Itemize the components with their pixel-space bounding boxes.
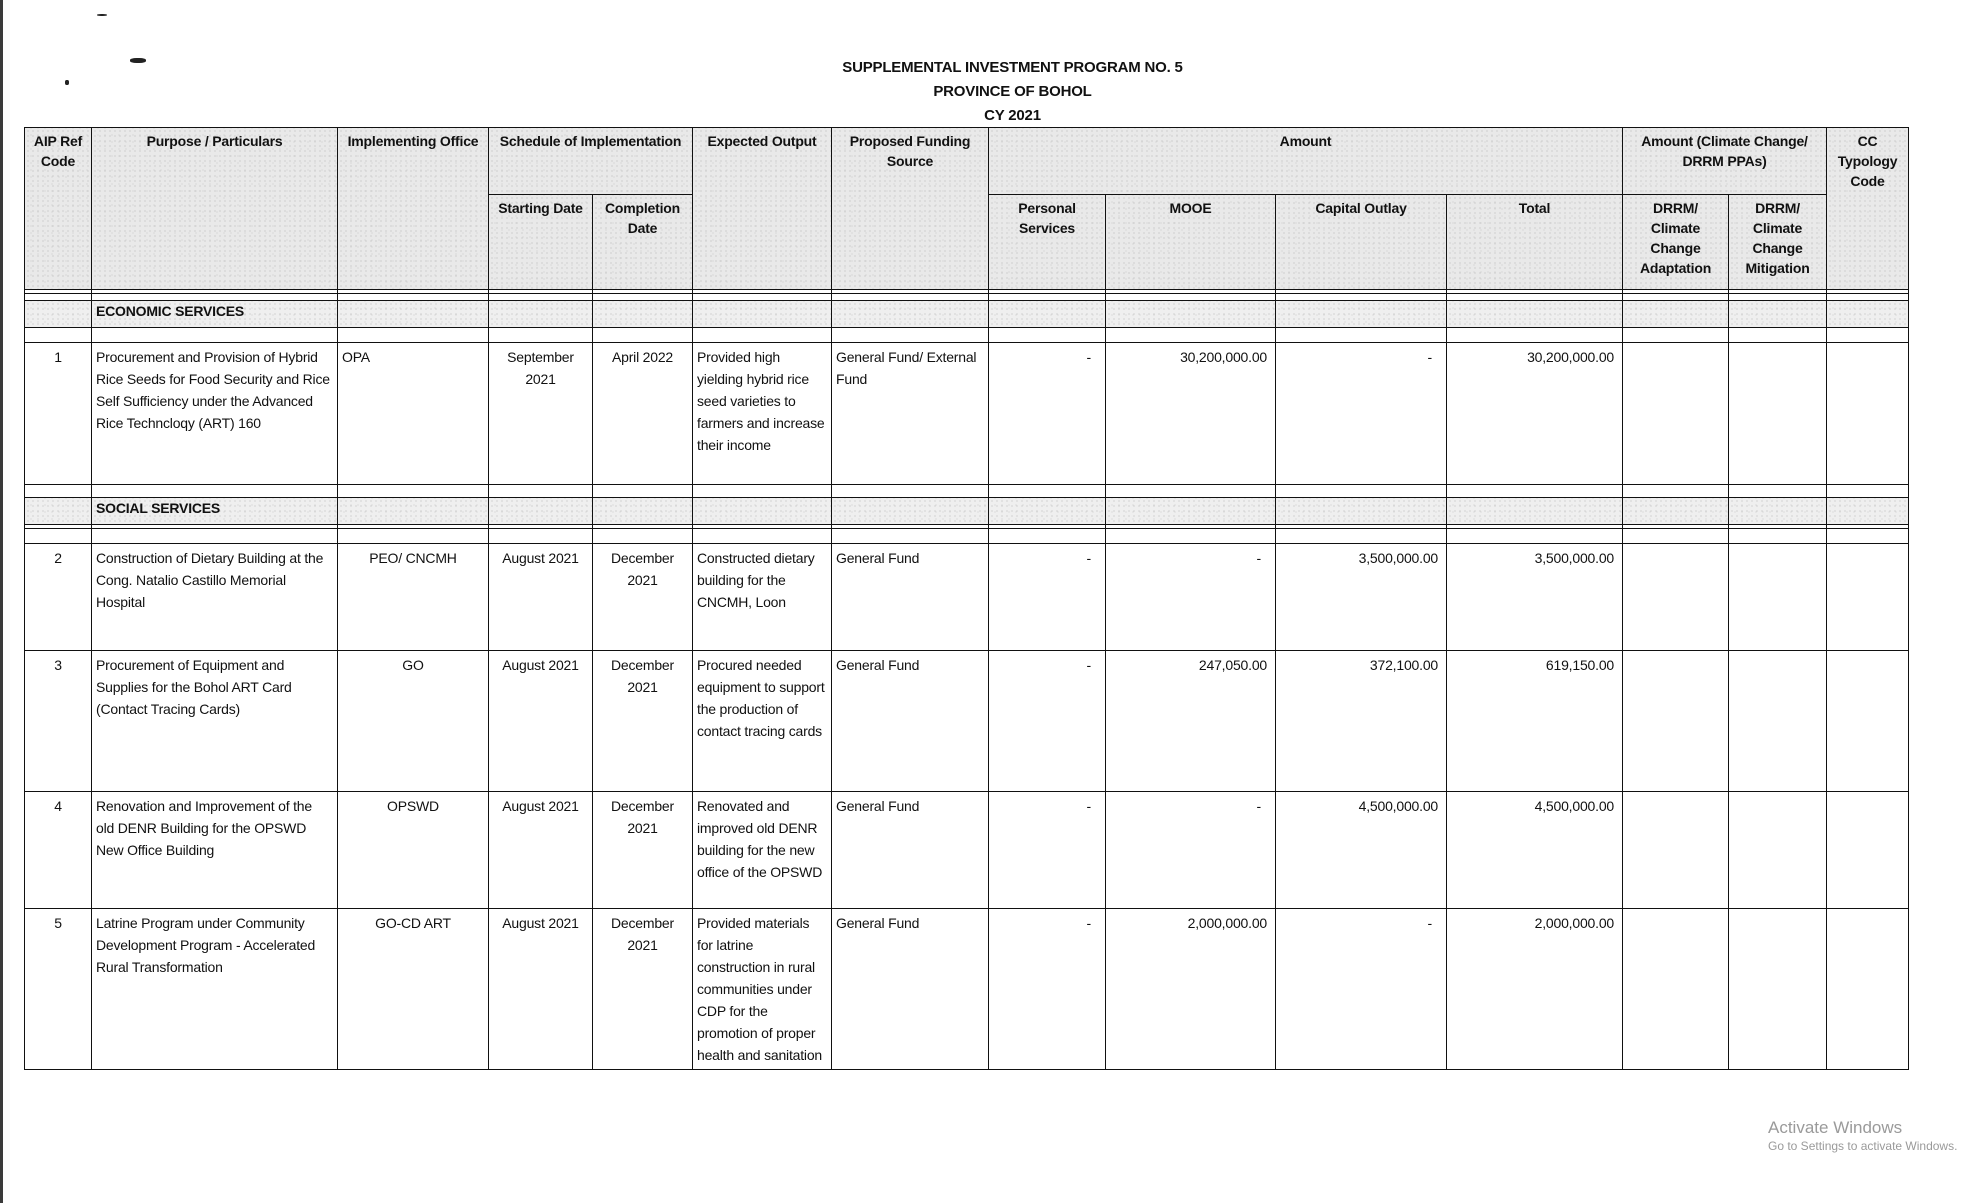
header-implementing-office: Implementing Office (338, 128, 489, 290)
cell-code: 4 (25, 792, 92, 909)
section-title: SOCIAL SERVICES (92, 498, 338, 525)
cell-output: Provided high yielding hybrid rice seed varieties to farmers and increase their income (693, 343, 832, 485)
cell-code: 3 (25, 651, 92, 792)
cell-total: 30,200,000.00 (1447, 343, 1623, 485)
header-amount: Amount (989, 128, 1623, 195)
spacer-row (25, 529, 1909, 544)
header-schedule: Schedule of Implementation (489, 128, 693, 195)
cell-total: 3,500,000.00 (1447, 544, 1623, 651)
cell-cc-adaptation (1623, 909, 1729, 1070)
header-expected-output: Expected Output (693, 128, 832, 290)
cell-output: Procured needed equipment to support the production of contact tracing cards (693, 651, 832, 792)
cell-start: August 2021 (489, 544, 593, 651)
cell-ps: - (989, 544, 1106, 651)
header-aip-ref-code: AIP Ref Code (25, 128, 92, 290)
cell-output: Constructed dietary building for the CNCMH, Loon (693, 544, 832, 651)
watermark-subtitle: Go to Settings to activate Windows. (1768, 1139, 1958, 1153)
document-title: SUPPLEMENTAL INVESTMENT PROGRAM NO. 5 (842, 59, 1183, 76)
cell-ps: - (989, 343, 1106, 485)
cell-co: 372,100.00 (1276, 651, 1447, 792)
scan-speck (97, 14, 107, 16)
cell-mooe: 30,200,000.00 (1106, 343, 1276, 485)
cell-mooe: 2,000,000.00 (1106, 909, 1276, 1070)
cell-cc-typology (1827, 909, 1909, 1070)
cell-ps: - (989, 651, 1106, 792)
investment-program-table (24, 127, 1909, 1070)
header-cc-adaptation: DRRM/ Climate Change Adaptation (1623, 195, 1729, 290)
header-cc-typology: CC Typology Code (1827, 128, 1909, 290)
cell-mooe: - (1106, 544, 1276, 651)
cell-cc-adaptation (1623, 343, 1729, 485)
cell-cc-typology (1827, 544, 1909, 651)
cell-purpose: Procurement and Provision of Hybrid Rice Seeds for Food Security and Rice Self Sufficiency under the Advanced Rice Techncloqy (ART) 160 (92, 343, 338, 485)
cell-ps: - (989, 792, 1106, 909)
watermark-title: Activate Windows (1768, 1118, 1903, 1137)
cell-cc-mitigation (1729, 651, 1827, 792)
cell-cc-typology (1827, 792, 1909, 909)
cell-completion: December 2021 (593, 909, 693, 1070)
cell-cc-mitigation (1729, 909, 1827, 1070)
cell-co: - (1276, 909, 1447, 1070)
header-row-1 (25, 128, 1909, 195)
header-mooe: MOOE (1106, 195, 1276, 290)
cell-output: Provided materials for latrine construction in rural communities under CDP for the promotion of proper health and sanitation (693, 909, 832, 1070)
document-year: CY 2021 (984, 107, 1041, 124)
document-title-block (0, 56, 1965, 128)
cell-co: 4,500,000.00 (1276, 792, 1447, 909)
cell-start: August 2021 (489, 909, 593, 1070)
cell-start: September 2021 (489, 343, 593, 485)
cell-office: OPSWD (338, 792, 489, 909)
cell-cc-mitigation (1729, 544, 1827, 651)
table-row (25, 792, 1909, 909)
cell-office: OPA (338, 343, 489, 485)
cell-funding: General Fund (832, 544, 989, 651)
spacer-row (25, 328, 1909, 343)
cell-output: Renovated and improved old DENR building for the new office of the OPSWD (693, 792, 832, 909)
cell-cc-typology (1827, 343, 1909, 485)
cell-purpose: Latrine Program under Community Development Program - Accelerated Rural Transformation (92, 909, 338, 1070)
spacer-row (25, 485, 1909, 498)
cell-cc-mitigation (1729, 792, 1827, 909)
cell-completion: December 2021 (593, 792, 693, 909)
cell-office: PEO/ CNCMH (338, 544, 489, 651)
cell-code: 5 (25, 909, 92, 1070)
cell-code: 1 (25, 343, 92, 485)
cell-total: 619,150.00 (1447, 651, 1623, 792)
cell-cc-adaptation (1623, 544, 1729, 651)
cell-funding: General Fund (832, 909, 989, 1070)
cell-completion: December 2021 (593, 651, 693, 792)
header-total: Total (1447, 195, 1623, 290)
cell-purpose: Renovation and Improvement of the old DENR Building for the OPSWD New Office Building (92, 792, 338, 909)
section-title: ECONOMIC SERVICES (92, 301, 338, 328)
cell-funding: General Fund/ External Fund (832, 343, 989, 485)
cell-cc-adaptation (1623, 651, 1729, 792)
cell-total: 2,000,000.00 (1447, 909, 1623, 1070)
table-row (25, 343, 1909, 485)
header-personal-services: Personal Services (989, 195, 1106, 290)
header-cc-mitigation: DRRM/ Climate Change Mitigation (1729, 195, 1827, 290)
cell-mooe: - (1106, 792, 1276, 909)
cell-ps: - (989, 909, 1106, 1070)
section-row-economic (25, 301, 1909, 328)
cell-mooe: 247,050.00 (1106, 651, 1276, 792)
table-row (25, 544, 1909, 651)
cell-total: 4,500,000.00 (1447, 792, 1623, 909)
cell-start: August 2021 (489, 651, 593, 792)
table-row (25, 651, 1909, 792)
spacer-row (25, 294, 1909, 301)
cell-cc-adaptation (1623, 792, 1729, 909)
cell-purpose: Procurement of Equipment and Supplies for the Bohol ART Card (Contact Tracing Cards) (92, 651, 338, 792)
header-capital-outlay: Capital Outlay (1276, 195, 1447, 290)
cell-co: 3,500,000.00 (1276, 544, 1447, 651)
document-province: PROVINCE OF BOHOL (933, 83, 1092, 100)
cell-cc-typology (1827, 651, 1909, 792)
window-left-edge (0, 0, 3, 1203)
cell-code: 2 (25, 544, 92, 651)
section-row-social (25, 498, 1909, 525)
header-completion-date: Completion Date (593, 195, 693, 290)
cell-completion: December 2021 (593, 544, 693, 651)
header-amount-cc: Amount (Climate Change/ DRRM PPAs) (1623, 128, 1827, 195)
table-row (25, 909, 1909, 1070)
header-purpose: Purpose / Particulars (92, 128, 338, 290)
cell-co: - (1276, 343, 1447, 485)
cell-office: GO-CD ART (338, 909, 489, 1070)
cell-cc-mitigation (1729, 343, 1827, 485)
header-starting-date: Starting Date (489, 195, 593, 290)
header-funding-source: Proposed Funding Source (832, 128, 989, 290)
cell-completion: April 2022 (593, 343, 693, 485)
cell-funding: General Fund (832, 792, 989, 909)
cell-purpose: Construction of Dietary Building at the Cong. Natalio Castillo Memorial Hospital (92, 544, 338, 651)
activate-windows-watermark (1768, 1118, 1957, 1154)
cell-start: August 2021 (489, 792, 593, 909)
cell-funding: General Fund (832, 651, 989, 792)
cell-office: GO (338, 651, 489, 792)
